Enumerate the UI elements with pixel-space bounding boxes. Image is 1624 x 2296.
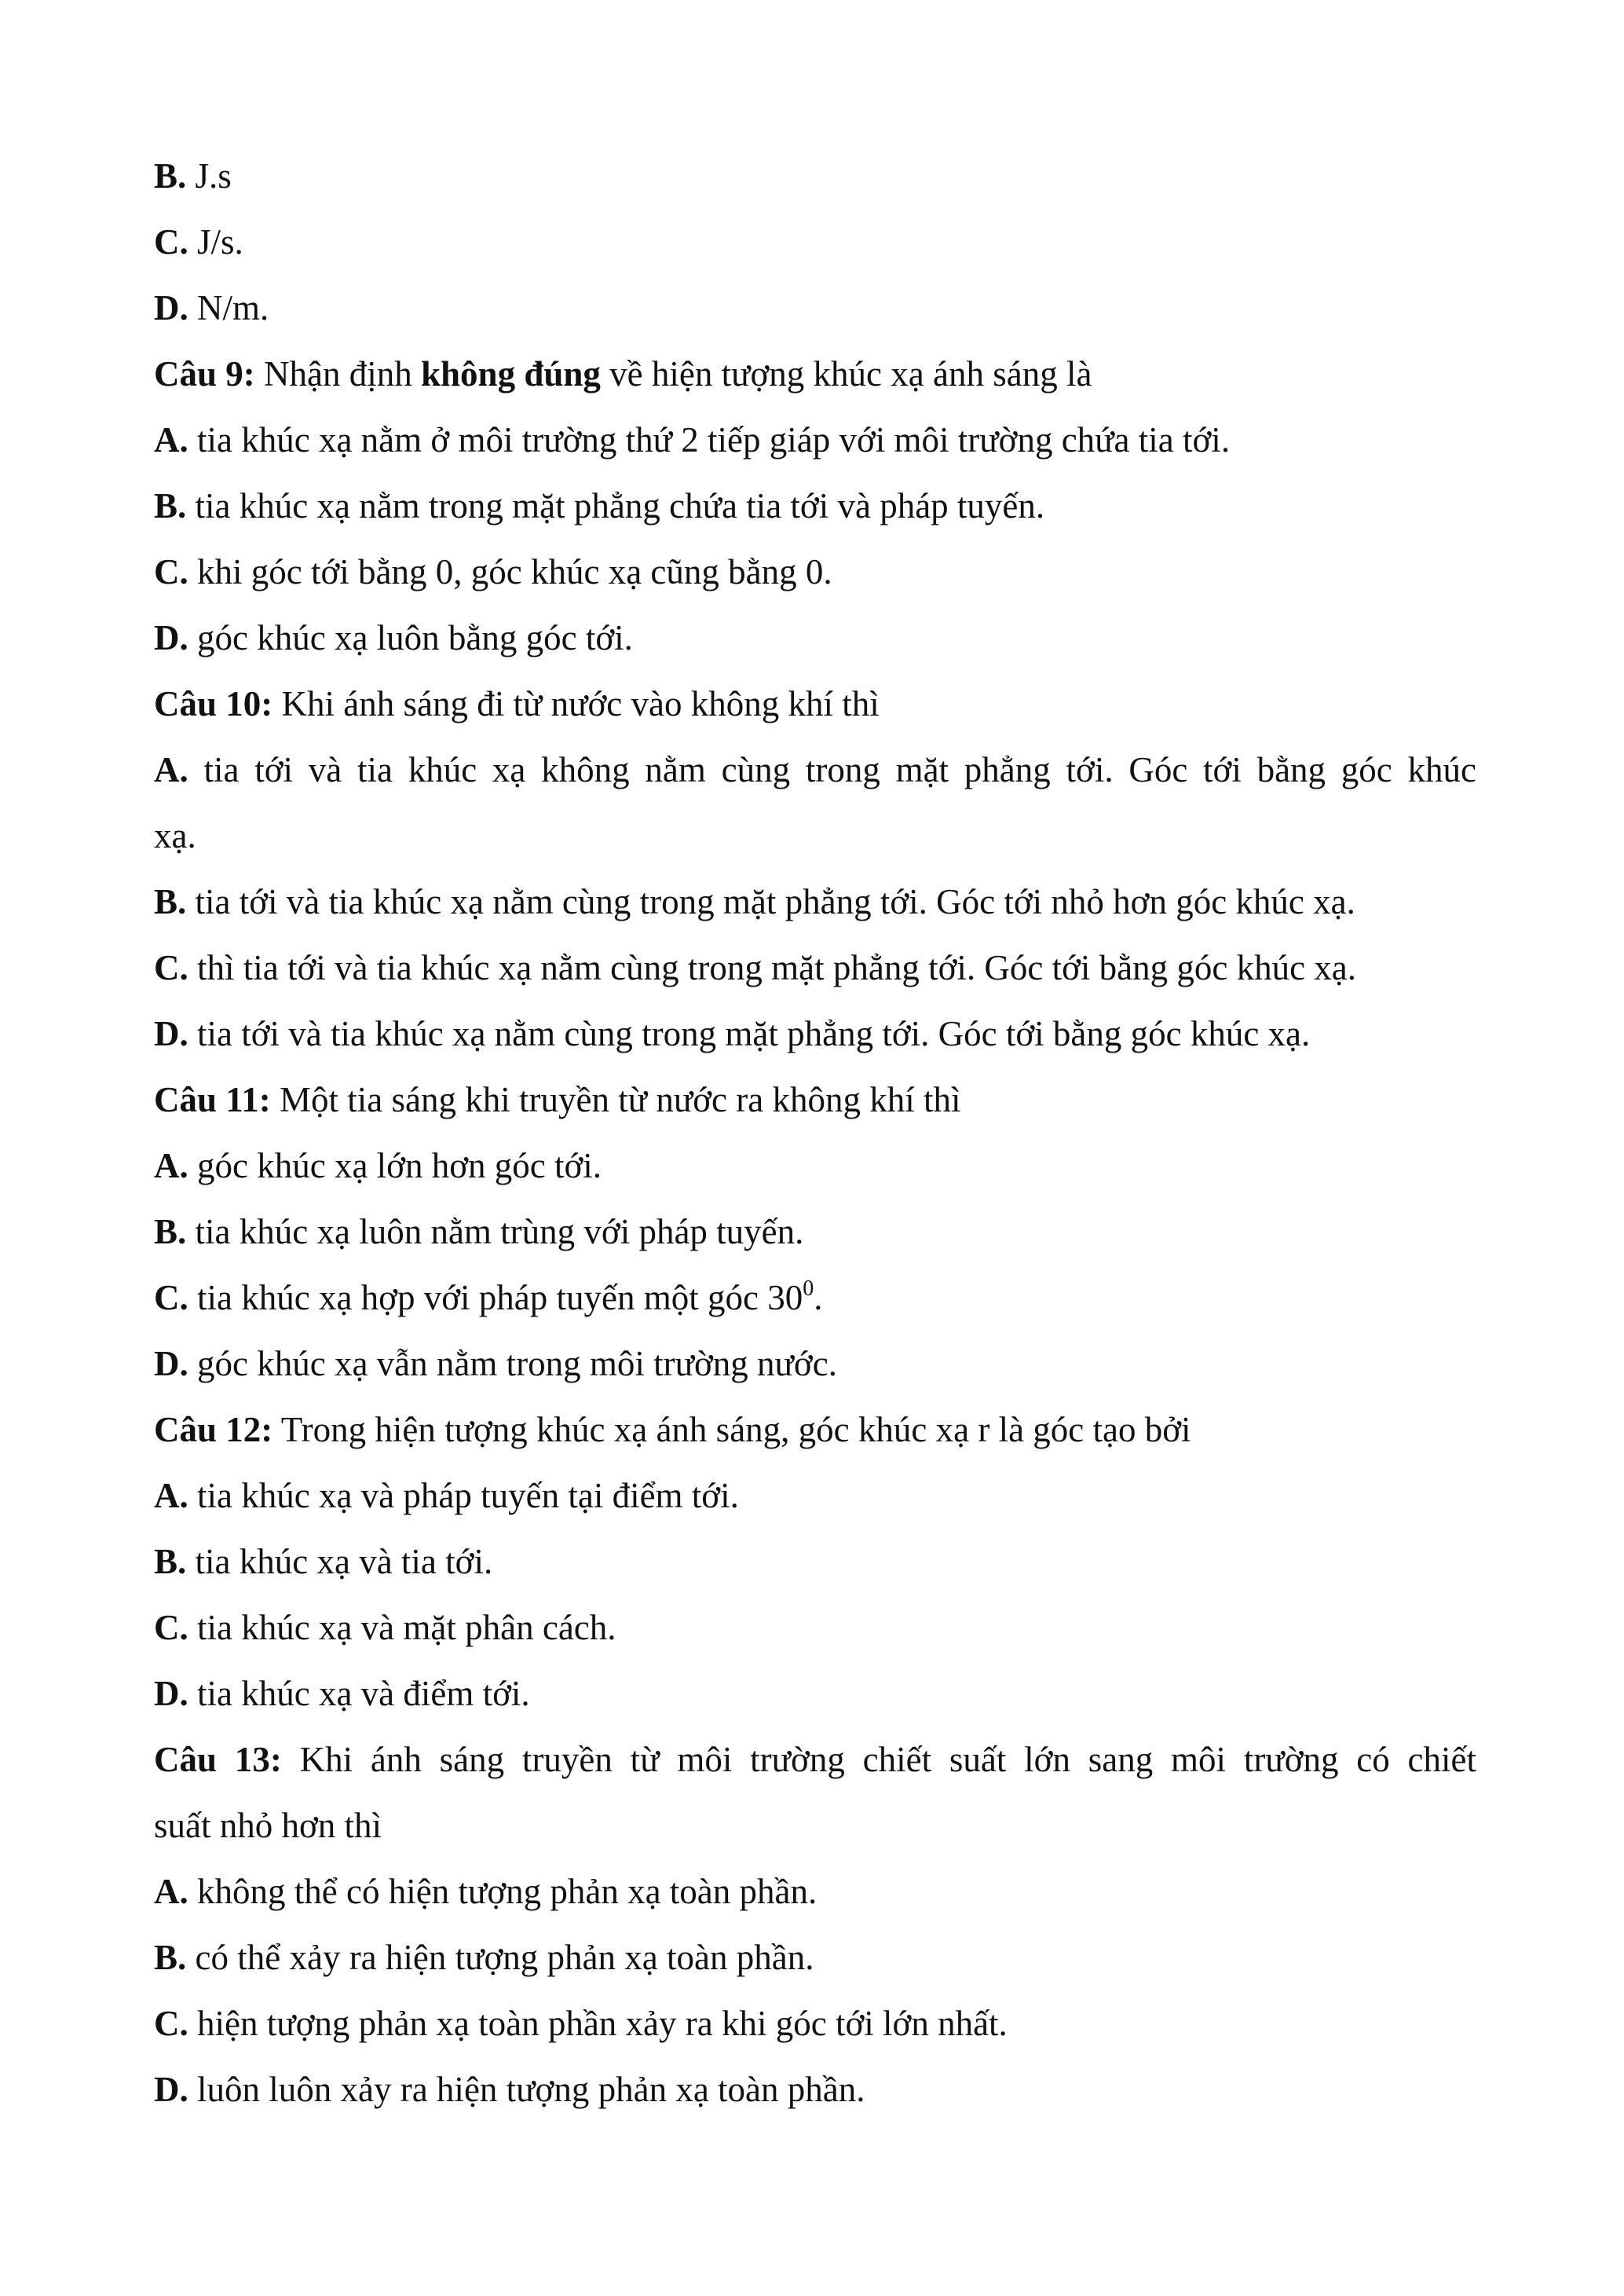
question-text-pre: Nhận định [254,354,421,394]
option-text: góc khúc xạ vẫn nằm trong môi trường nước. [188,1344,837,1383]
option-label: D. [154,2070,188,2109]
option-text: tia khúc xạ hợp với pháp tuyến một góc 30 [188,1278,803,1317]
answer-d-q8 [154,286,269,330]
option-label: A. [154,420,188,460]
option-text: N/m. [188,288,269,328]
option-label: B. [154,1938,187,1977]
option-text: không thể có hiện tượng phản xạ toàn phần. [188,1872,817,1911]
question-text: Khi ánh sáng truyền từ môi trường chiết suất lớn sang môi trường có chiết [281,1740,1476,1779]
question-label: Câu 11: [154,1080,271,1119]
option-label: C. [154,1278,188,1317]
option-label: A. [154,1146,188,1185]
answer-a-q12 [154,1474,739,1518]
answer-d-q10 [154,1012,1310,1056]
option-label: A. [154,1872,188,1911]
answer-d-q13 [154,2067,865,2111]
option-label: D. [154,1014,188,1053]
option-label: B. [154,1212,187,1251]
option-label: D. [154,1674,188,1713]
option-text: thì tia tới và tia khúc xạ nằm cùng trong mặt phẳng tới. Góc tới bằng góc khúc xạ. [188,948,1357,987]
question-emphasis: không đúng [421,354,601,394]
question-13-continued [154,1803,382,1847]
option-label: B. [154,882,187,921]
option-label: C. [154,1608,188,1647]
option-text: có thể xảy ra hiện tượng phản xạ toàn phần. [186,1938,814,1977]
option-text: tia tới và tia khúc xạ không nằm cùng trong mặt phẳng tới. Góc tới bằng góc khúc [188,750,1476,789]
option-text-end: . [814,1278,823,1317]
option-label: A. [154,750,188,789]
option-text: tia tới và tia khúc xạ nằm cùng trong mặt phẳng tới. Góc tới nhỏ hơn góc khúc xạ. [186,882,1355,921]
answer-b-q9 [154,484,1044,528]
answer-c-q12 [154,1606,616,1650]
question-text: Khi ánh sáng đi từ nước vào không khí thì [272,684,880,723]
answer-c-q8 [154,220,243,264]
option-text: tia tới và tia khúc xạ nằm cùng trong mặt phẳng tới. Góc tới bằng góc khúc xạ. [188,1014,1311,1053]
question-label: Câu 10: [154,684,273,723]
question-label: Câu 9: [154,354,255,394]
option-label: A. [154,1476,188,1515]
option-text: tia khúc xạ nằm trong mặt phẳng chứa tia tới và pháp tuyến. [186,486,1045,525]
option-label: C. [154,2004,188,2043]
option-text: xạ. [154,816,196,855]
option-text: tia khúc xạ và tia tới. [186,1542,493,1581]
option-text: J.s [186,156,232,196]
question-text-post: về hiện tượng khúc xạ ánh sáng là [600,354,1092,394]
option-label: D. [154,1344,188,1383]
answer-b-q10 [154,880,1355,924]
option-text: góc khúc xạ lớn hơn góc tới. [188,1146,602,1185]
option-text: tia khúc xạ và pháp tuyến tại điểm tới. [188,1476,739,1515]
option-text: góc khúc xạ luôn bằng góc tới. [188,618,633,657]
answer-c-q9 [154,550,832,594]
answer-b-q8 [154,154,232,198]
degree-superscript: 0 [803,1276,814,1301]
option-text: hiện tượng phản xạ toàn phần xảy ra khi góc tới lớn nhất. [188,2004,1008,2043]
answer-d-q9 [154,616,633,660]
question-13 [154,1738,1476,1782]
option-text: tia khúc xạ và mặt phân cách. [188,1608,616,1647]
option-text: luôn luôn xảy ra hiện tượng phản xạ toàn phần. [188,2070,865,2109]
option-label: C. [154,552,188,591]
answer-b-q13 [154,1935,814,1979]
option-text: khi góc tới bằng 0, góc khúc xạ cũng bằng 0. [188,552,832,591]
option-label: D. [154,288,188,328]
answer-c-q13 [154,2001,1008,2045]
answer-b-q11 [154,1210,803,1254]
option-label: C. [154,222,188,262]
option-label: D. [154,618,188,657]
answer-a-q10 [154,748,1476,792]
question-11 [154,1078,961,1122]
option-text: tia khúc xạ luôn nằm trùng với pháp tuyến. [186,1212,804,1251]
answer-c-q10 [154,946,1356,990]
option-text: tia khúc xạ nằm ở môi trường thứ 2 tiếp giáp với môi trường chứa tia tới. [188,420,1231,460]
question-label: Câu 12: [154,1410,273,1449]
question-label: Câu 13: [154,1740,282,1779]
answer-c-q11 [154,1276,822,1325]
answer-b-q12 [154,1540,492,1584]
question-9 [154,352,1092,396]
answer-a-q10-continued [154,814,196,858]
option-label: B. [154,1542,187,1581]
answer-a-q13 [154,1869,817,1913]
answer-a-q9 [154,418,1230,462]
question-text: Một tia sáng khi truyền từ nước ra không khí thì [270,1080,961,1119]
option-label: C. [154,948,188,987]
question-12 [154,1408,1191,1452]
answer-d-q11 [154,1342,837,1386]
option-label: B. [154,486,187,525]
option-label: B. [154,156,187,196]
answer-a-q11 [154,1144,602,1188]
option-text: J/s. [188,222,243,262]
answer-d-q12 [154,1672,530,1716]
question-text: suất nhỏ hơn thì [154,1806,382,1845]
question-10 [154,682,880,726]
question-text: Trong hiện tượng khúc xạ ánh sáng, góc khúc xạ r là góc tạo bởi [272,1410,1191,1449]
option-text: tia khúc xạ và điểm tới. [188,1674,530,1713]
